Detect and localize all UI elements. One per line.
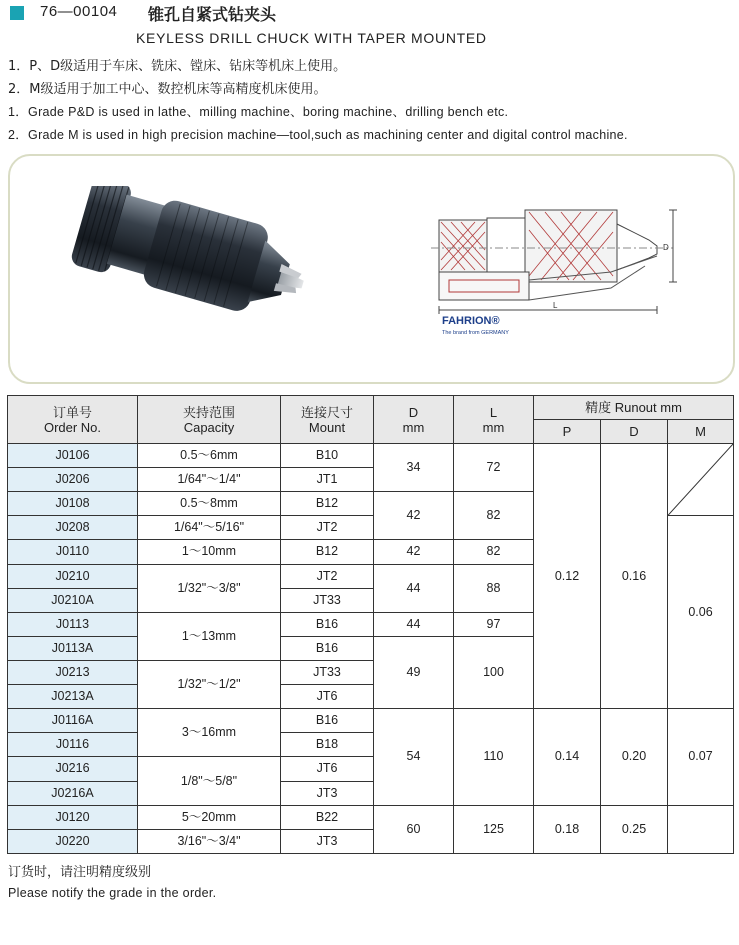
l-cell: 82 xyxy=(454,492,534,540)
d-cell: 42 xyxy=(374,540,454,564)
col-l: L mm xyxy=(454,396,534,444)
mount-cell: JT2 xyxy=(281,564,374,588)
col-runout: 精度 Runout mm xyxy=(534,396,734,420)
runout-m-cell: 0.07 xyxy=(668,709,734,805)
dim-d-label: D xyxy=(663,243,669,252)
capacity-cell: 3/16"～3/4" xyxy=(138,829,281,853)
order-note xyxy=(8,862,216,904)
mount-cell: JT2 xyxy=(281,516,374,540)
capacity-cell: 1～13mm xyxy=(138,612,281,660)
order-cell: J0106 xyxy=(8,444,138,468)
title-en: KEYLESS DRILL CHUCK WITH TAPER MOUNTED xyxy=(136,30,487,46)
runout-d-cell: 0.20 xyxy=(601,709,668,805)
l-cell: 110 xyxy=(454,709,534,805)
order-cell: J0110 xyxy=(8,540,138,564)
capacity-cell: 5～20mm xyxy=(138,805,281,829)
l-cell: 97 xyxy=(454,612,534,636)
table-row xyxy=(8,709,734,733)
capacity-cell: 1/64"～5/16" xyxy=(138,516,281,540)
note-en-1: 1．Grade P&D is used in lathe、milling machine、boring machine、drilling bench etc. xyxy=(8,105,509,119)
order-cell: J0213 xyxy=(8,660,138,684)
mount-cell: B22 xyxy=(281,805,374,829)
mount-cell: B16 xyxy=(281,709,374,733)
mount-cell: B16 xyxy=(281,636,374,660)
l-cell: 125 xyxy=(454,805,534,853)
product-image-panel xyxy=(8,154,735,384)
order-cell: J0213A xyxy=(8,685,138,709)
capacity-cell: 0.5～8mm xyxy=(138,492,281,516)
order-cell: J0116 xyxy=(8,733,138,757)
d-cell: 42 xyxy=(374,492,454,540)
col-order: 订单号 Order No. xyxy=(8,396,138,444)
header-row xyxy=(8,396,734,420)
order-cell: J0220 xyxy=(8,829,138,853)
order-cell: J0108 xyxy=(8,492,138,516)
order-cell: J0206 xyxy=(8,468,138,492)
col-runout-m: M xyxy=(668,420,734,444)
drill-chuck-photo xyxy=(65,186,325,336)
col-runout-p: P xyxy=(534,420,601,444)
table-row xyxy=(8,805,734,829)
mount-cell: JT3 xyxy=(281,781,374,805)
title-cn: 锥孔自紧式钻夹头 xyxy=(148,5,277,24)
order-cell: J0120 xyxy=(8,805,138,829)
col-runout-d: D xyxy=(601,420,668,444)
order-cell: J0113 xyxy=(8,612,138,636)
capacity-cell: 1/8"～5/8" xyxy=(138,757,281,805)
l-cell: 72 xyxy=(454,444,534,492)
runout-m-cell: 0.06 xyxy=(668,516,734,709)
col-d: D mm xyxy=(374,396,454,444)
l-cell: 88 xyxy=(454,564,534,612)
order-note-cn: 订货时，请注明精度级别 xyxy=(8,865,152,880)
capacity-cell: 1/32"～3/8" xyxy=(138,564,281,612)
runout-m-empty-cell xyxy=(668,444,734,516)
col-capacity: 夹持范围 Capacity xyxy=(138,396,281,444)
d-cell: 34 xyxy=(374,444,454,492)
runout-p-cell: 0.18 xyxy=(534,805,601,853)
runout-p-cell: 0.12 xyxy=(534,444,601,709)
spec-table xyxy=(7,395,734,854)
note-cn-1: 1．P、D级适用于车床、铣床、镗床、钻床等机床上使用。 xyxy=(8,59,347,74)
capacity-cell: 0.5～6mm xyxy=(138,444,281,468)
order-cell: J0210 xyxy=(8,564,138,588)
mount-cell: JT6 xyxy=(281,757,374,781)
mount-cell: B12 xyxy=(281,540,374,564)
mount-cell: JT33 xyxy=(281,660,374,684)
usage-notes xyxy=(8,55,628,147)
dim-l-label: L xyxy=(553,301,558,310)
d-cell: 44 xyxy=(374,612,454,636)
col-mount: 连接尺寸 Mount xyxy=(281,396,374,444)
capacity-cell: 1/64"～1/4" xyxy=(138,468,281,492)
order-cell: J0216 xyxy=(8,757,138,781)
runout-d-cell: 0.25 xyxy=(601,805,668,853)
mount-cell: B16 xyxy=(281,612,374,636)
mount-cell: JT33 xyxy=(281,588,374,612)
brand-tagline: The brand from GERMANY xyxy=(442,330,509,336)
section-marker xyxy=(10,6,24,20)
order-cell: J0216A xyxy=(8,781,138,805)
note-en-2: 2．Grade M is used in high precision machine—tool,such as machining center and digital control machine. xyxy=(8,128,628,142)
header xyxy=(0,0,739,60)
brand-logo: FAHRION® xyxy=(442,315,500,327)
product-code: 76​—​00104 xyxy=(40,3,118,20)
capacity-cell: 3～16mm xyxy=(138,709,281,757)
mount-cell: B12 xyxy=(281,492,374,516)
d-cell: 44 xyxy=(374,564,454,612)
order-cell: J0113A xyxy=(8,636,138,660)
capacity-cell: 1～10mm xyxy=(138,540,281,564)
order-cell: J0208 xyxy=(8,516,138,540)
l-cell: 100 xyxy=(454,636,534,708)
mount-cell: JT1 xyxy=(281,468,374,492)
table-row xyxy=(8,444,734,468)
note-cn-2: 2．M级适用于加工中心、数控机床等高精度机床使用。 xyxy=(8,82,327,97)
runout-p-cell: 0.14 xyxy=(534,709,601,805)
runout-d-cell: 0.16 xyxy=(601,444,668,709)
d-cell: 60 xyxy=(374,805,454,853)
l-cell: 82 xyxy=(454,540,534,564)
order-cell: J0116A xyxy=(8,709,138,733)
capacity-cell: 1/32"～1/2" xyxy=(138,660,281,708)
mount-cell: B10 xyxy=(281,444,374,468)
mount-cell: JT6 xyxy=(281,685,374,709)
runout-m-blank-cell xyxy=(668,805,734,853)
order-cell: J0210A xyxy=(8,588,138,612)
mount-cell: JT3 xyxy=(281,829,374,853)
mount-cell: B18 xyxy=(281,733,374,757)
d-cell: 54 xyxy=(374,709,454,805)
d-cell: 49 xyxy=(374,636,454,708)
order-note-en: Please notify the grade in the order. xyxy=(8,886,217,900)
